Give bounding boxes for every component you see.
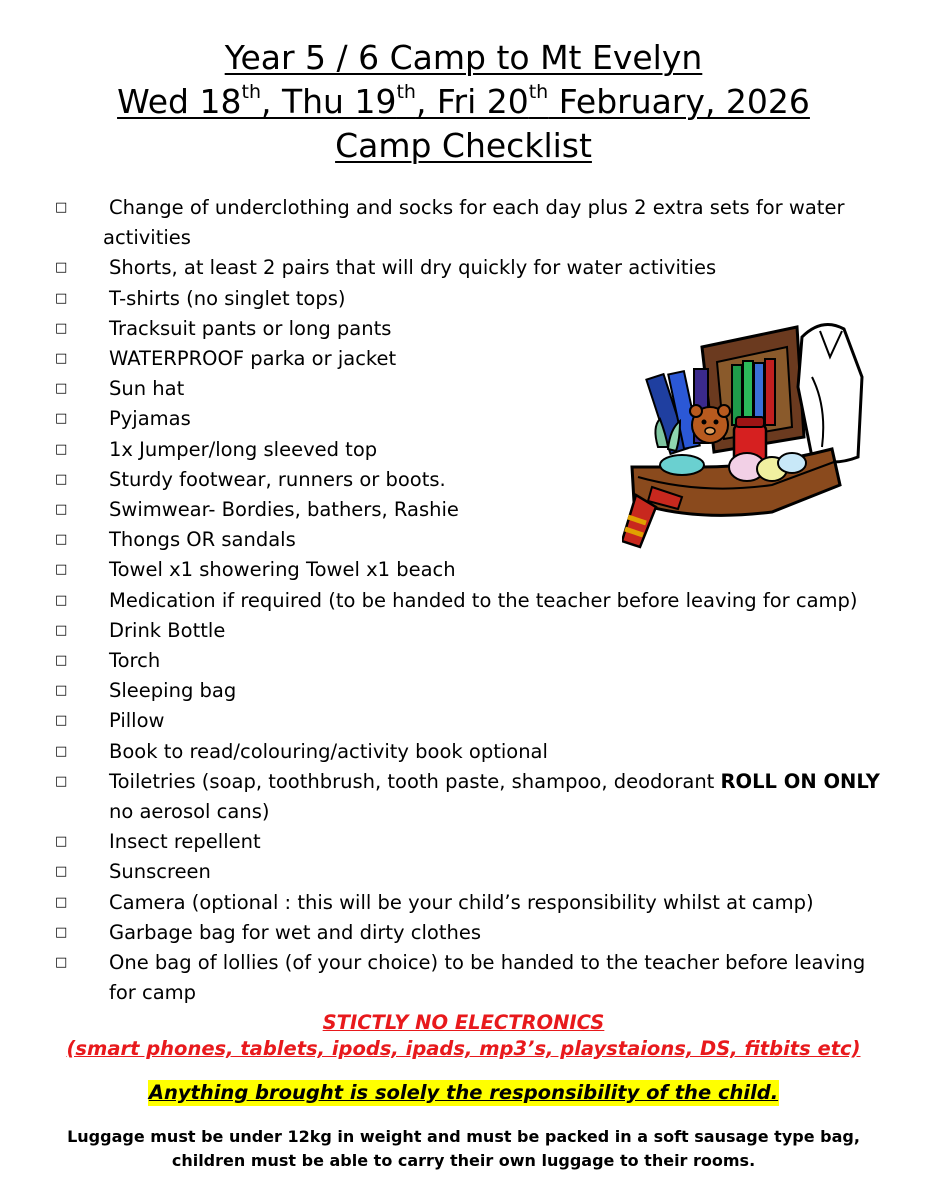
checkbox-icon: □	[55, 532, 68, 548]
no-electronics-warning: STICTLY NO ELECTRONICS	[322, 1011, 605, 1034]
checklist-item: □ Change of underclothing and socks for each day plus 2 extra sets for water activities	[50, 193, 890, 253]
checkbox-icon: □	[55, 955, 68, 971]
checkbox-icon: □	[55, 834, 68, 850]
checklist-item: □ Shorts, at least 2 pairs that will dry quickly for water activities	[50, 253, 890, 283]
checklist-item: □ Drink Bottle	[50, 616, 890, 646]
checkbox-icon: □	[55, 200, 68, 215]
electronics-examples: (smart phones, tablets, ipods, ipads, mp3’s, playstaions, DS, fitbits etc)	[66, 1037, 861, 1060]
checklist-item: □ Sun hat	[50, 374, 890, 404]
suitcase-illustration-icon	[622, 317, 872, 557]
checkbox-icon: □	[55, 592, 68, 608]
checkbox-icon: □	[55, 411, 68, 427]
responsibility-notice	[0, 1080, 927, 1106]
checkbox-icon: □	[55, 622, 68, 638]
checkbox-icon: □	[55, 290, 68, 306]
document-header	[0, 36, 927, 168]
responsibility-highlight: Anything brought is solely the responsibility of the child.	[148, 1081, 779, 1104]
checkbox-icon: □	[55, 351, 68, 367]
checklist-title: Camp Checklist	[335, 126, 592, 165]
checkbox-icon: □	[55, 562, 68, 578]
checkbox-icon: □	[55, 441, 68, 457]
luggage-note: Luggage must be under 12kg in weight and must be packed in a soft sausage type bag, children must be able to carry their own luggage to their rooms.	[67, 1127, 860, 1170]
checklist-item: □ Tracksuit pants or long pants	[50, 314, 890, 344]
checkbox-icon: □	[55, 683, 68, 699]
checklist-item: □ Toiletries (soap, toothbrush, tooth paste, shampoo, deodorant ROLL ON ONLY no aerosol cans)	[50, 767, 890, 827]
checklist-item: □ Thongs OR sandals	[50, 525, 890, 555]
checklist-item: □ WATERPROOF parka or jacket	[50, 344, 890, 374]
camp-checklist	[50, 193, 890, 1008]
checkbox-icon: □	[55, 864, 68, 880]
checkbox-icon: □	[55, 924, 68, 940]
checklist-item: □ Garbage bag for wet and dirty clothes	[50, 918, 890, 948]
checkbox-icon: □	[55, 773, 68, 789]
checklist-item: □ Towel x1 showering Towel x1 beach	[50, 555, 890, 585]
checkbox-icon: □	[55, 713, 68, 729]
checklist-item: □ Medication if required (to be handed to the teacher before leaving for camp)	[50, 586, 890, 616]
checklist-item: □ One bag of lollies (of your choice) to be handed to the teacher before leaving for camp	[50, 948, 890, 1008]
checklist-item: □ Sleeping bag	[50, 676, 890, 706]
checkbox-icon: □	[55, 260, 68, 276]
roll-on-only-emphasis: ROLL ON ONLY	[720, 769, 880, 793]
checklist-item: □ Swimwear- Bordies, bathers, Rashie	[50, 495, 890, 525]
checklist-item: □ Camera (optional : this will be your child’s responsibility whilst at camp)	[50, 888, 890, 918]
checkbox-icon: □	[55, 320, 68, 336]
checkbox-icon: □	[55, 894, 68, 910]
checklist-item: □ Sunscreen	[50, 857, 890, 887]
checkbox-icon: □	[55, 743, 68, 759]
camp-title: Year 5 / 6 Camp to Mt Evelyn	[224, 38, 703, 77]
checkbox-icon: □	[55, 381, 68, 397]
checklist-item: □ Book to read/colouring/activity book optional	[50, 737, 890, 767]
checklist-item: □ Pyjamas	[50, 404, 890, 434]
checkbox-icon: □	[55, 502, 68, 518]
checkbox-icon: □	[55, 471, 68, 487]
checkbox-icon: □	[55, 653, 68, 669]
checklist-item: □ 1x Jumper/long sleeved top	[50, 435, 890, 465]
checklist-item: □ Insect repellent	[50, 827, 890, 857]
checklist-item: □ Torch	[50, 646, 890, 676]
checklist-item: □ Sturdy footwear, runners or boots.	[50, 465, 890, 495]
checklist-item: □ Pillow	[50, 706, 890, 736]
camp-dates: Wed 18th, Thu 19th, Fri 20th February, 2026	[117, 81, 810, 121]
checklist-item: □ T-shirts (no singlet tops)	[50, 284, 890, 314]
